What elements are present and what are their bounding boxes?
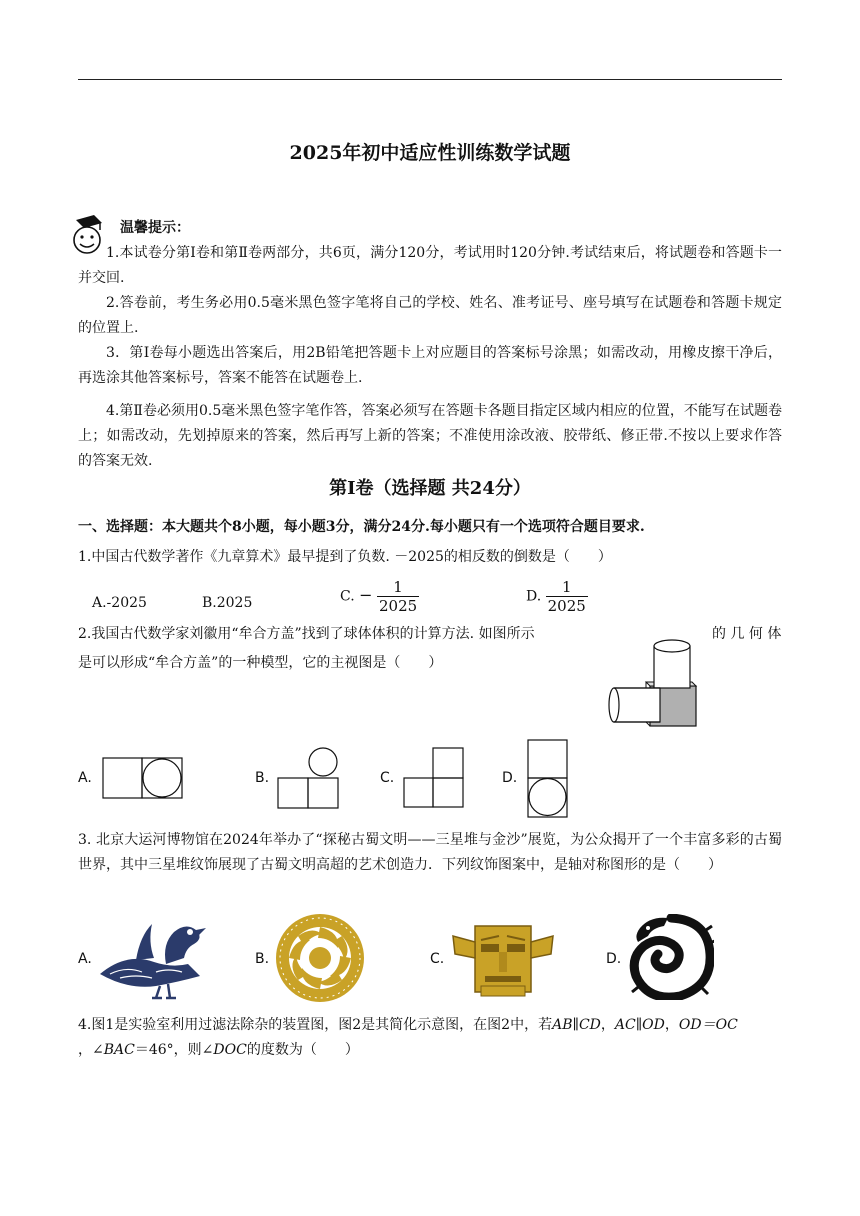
q2-option-c-label: C.: [380, 770, 395, 786]
q3-option-d-dragon-pattern: [628, 914, 714, 1000]
notice-item-1: 1.本试卷分第Ⅰ卷和第Ⅱ卷两部分，共6页，满分120分，考试用时120分钟.考试结束后，将试题卷和答题卡一并交回.: [78, 245, 782, 286]
q1-d-numerator: 1: [546, 578, 588, 597]
question-2-stem-part2: 的 几 何 体: [712, 626, 782, 642]
q3-option-c-bronze-mask-pattern: [451, 924, 555, 998]
question-2-stem-part1: 2.我国古代数学家刘徽用“牟合方盖”找到了球体体积的计算方法. 如图所示: [78, 626, 535, 642]
section-title: 第Ⅰ卷（选择题 共24分）: [329, 478, 531, 499]
q1-c-numerator: 1: [377, 578, 419, 597]
question-3-stem: 3. 北京大运河博物馆在2024年举办了“探秘古蜀文明——三星堆与金沙”展览，为公众揭开了一个丰富多彩的古蜀世界，其中三星堆纹饰展现了古蜀文明高超的艺术创造力．下列纹饰图案中，是轴对称图形的是（ ）: [78, 832, 782, 873]
q4-stem-start: 4.图1是实验室利用过滤法除杂的装置图，图2是其简化示意图，在图2中，若: [78, 1017, 553, 1033]
q2-option-d-figure: [527, 739, 569, 819]
q1-option-a: A.-2025: [92, 595, 147, 611]
q4-line2-start: ，∠: [78, 1042, 104, 1058]
q3-option-c-label: C.: [430, 951, 445, 967]
notice-heading: 温馨提示：: [120, 220, 190, 236]
notice-item-4: 4.第Ⅱ卷必须用0.5毫米黑色签字笔作答，答案必须写在答题卡各题目指定区域内相应的位置，不能写在试题卷上；如需改动，先划掉原来的答案，然后再写上新的答案；不准使用涂改液、胶带纸、修正带.不按以上要求作答的答案无效.: [78, 403, 782, 469]
q4-angle-bac: BAC: [103, 1042, 135, 1058]
q3-option-b-label: B.: [255, 951, 270, 967]
notice-item-2: 2.答卷前，考生务必用0.5毫米黑色签字笔将自己的学校、姓名、准考证号、座号填写在试题卷和答题卡规定的位置上.: [78, 295, 782, 336]
q2-option-c-figure: [403, 747, 465, 809]
question-4-line-2: [78, 1038, 782, 1063]
q2-option-b-figure: [277, 746, 341, 810]
q1-c-denominator: 2025: [378, 597, 418, 615]
header-rule: [78, 79, 782, 80]
notice-item-3: 3．第Ⅰ卷每小题选出答案后，用2B铅笔把答题卡上对应题目的答案标号涂黑；如需改动，用橡皮擦干净后，再选涂其他答案标号，答案不能答在试题卷上.: [78, 345, 782, 386]
q4-condition-ac-parallel-od: AC∥OD: [614, 1017, 665, 1033]
q1-option-b: B.2025: [202, 595, 253, 611]
q3-option-b-sun-disc-pattern: [274, 912, 366, 1004]
q1-option-d-label: D.: [526, 588, 542, 605]
q4-condition-ab-parallel-cd: AB∥CD: [552, 1017, 601, 1033]
q1-option-d-fraction: [546, 578, 588, 615]
q2-option-b-label: B.: [255, 770, 270, 786]
q4-separator-2: ，: [664, 1017, 679, 1033]
q1-option-c-sign: −: [359, 585, 373, 605]
section-instruction: 一、选择题：本大题共个8小题，每小题3分，满分24分.每小题只有一个选项符合题目要求.: [78, 519, 645, 535]
q2-option-a-figure: [102, 756, 184, 800]
q4-angle-doc: DOC: [213, 1042, 247, 1058]
q1-d-denominator: 2025: [547, 597, 586, 615]
q4-line2-end: 的度数为（ ）: [246, 1042, 359, 1058]
q2-option-a-label: A.: [78, 770, 92, 786]
question-1-stem: 1.中国古代数学著作《九章算术》最早提到了负数. －2025的相反数的倒数是（ ）: [78, 549, 612, 565]
q2-option-d-label: D.: [502, 770, 518, 786]
question-2-stem-part3: 是可以形成“牟合方盖”的一种模型，它的主视图是（ ）: [78, 655, 443, 671]
q3-option-d-label: D.: [606, 951, 622, 967]
q3-option-a-bird-pattern: [96, 916, 208, 1000]
q1-option-c-label: C.: [340, 588, 355, 605]
q4-condition-od-equals-oc: OD＝OC: [678, 1017, 738, 1033]
q4-line2-mid: ＝46°，则∠: [134, 1042, 214, 1058]
q3-option-a-label: A.: [78, 951, 92, 967]
q1-option-d: [526, 578, 588, 615]
page-title: 2025年初中适应性训练数学试题: [289, 142, 571, 164]
q1-option-c: [340, 578, 419, 615]
q1-option-c-fraction: [377, 578, 419, 615]
q4-separator-1: ，: [600, 1017, 615, 1033]
q2-solid-figure: [604, 636, 704, 730]
question-4-line-1: [78, 1013, 782, 1038]
